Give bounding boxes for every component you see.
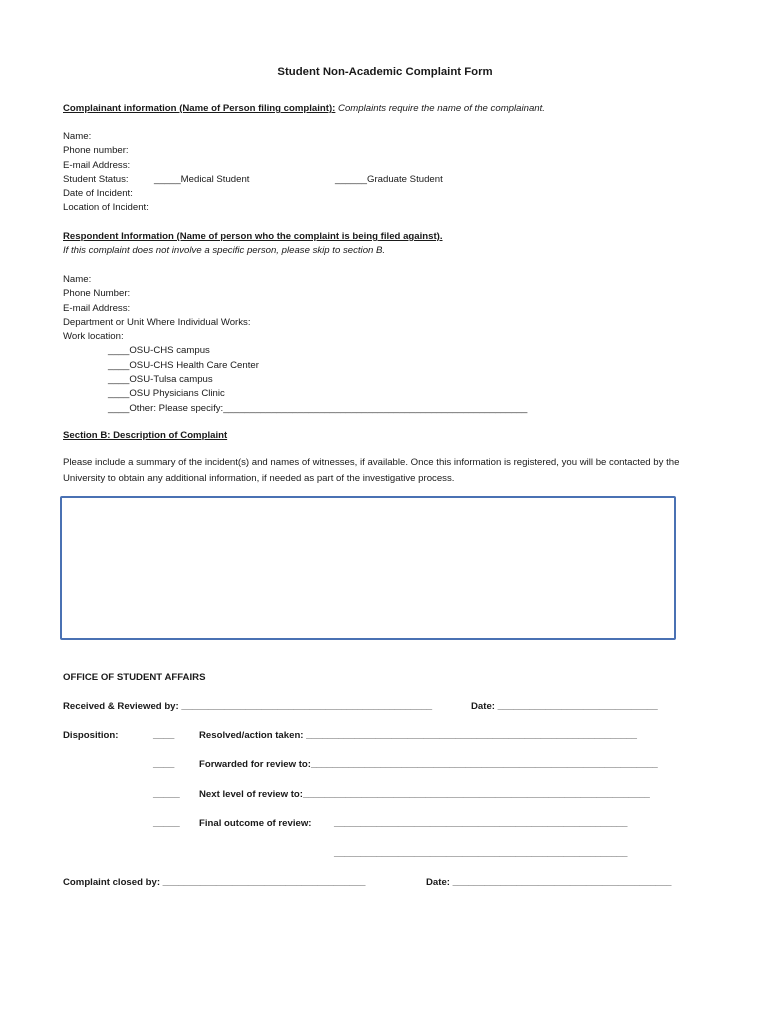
disposition-label: Disposition: <box>63 730 119 741</box>
resolved-action-line[interactable]: Resolved/action taken: ______________________________________________________________ <box>199 730 637 741</box>
location-osu-chs-campus[interactable]: ____OSU-CHS campus <box>108 345 210 357</box>
respondent-department-label: Department or Unit Where Individual Works: <box>63 316 251 328</box>
complainant-email-label: E-mail Address: <box>63 159 131 171</box>
next-level-checkbox-blank[interactable]: _____ <box>153 789 180 800</box>
complainant-heading: Complainant information (Name of Person filing complaint): <box>63 103 336 114</box>
complainant-name-label: Name: <box>63 131 92 142</box>
complainant-heading-line <box>63 102 545 116</box>
forwarded-review-line[interactable]: Forwarded for review to:_________________________________________________________________ <box>199 759 658 770</box>
final-outcome-extra-line[interactable]: _______________________________________________________ <box>334 848 628 859</box>
section-b-heading: Section B: Description of Complaint <box>63 430 228 441</box>
student-status-label: Student Status: <box>63 173 129 185</box>
form-title: Student Non-Academic Complaint Form <box>277 66 493 78</box>
complaint-closed-line[interactable]: Complaint closed by: ______________________________________ <box>63 877 366 888</box>
office-heading: OFFICE OF STUDENT AFFAIRS <box>63 672 206 683</box>
incident-date-label: Date of Incident: <box>63 188 133 200</box>
respondent-email-label: E-mail Address: <box>63 302 131 314</box>
location-osu-tulsa[interactable]: ____OSU-Tulsa campus <box>108 374 213 386</box>
final-outcome-line[interactable]: _______________________________________________________ <box>334 818 628 829</box>
respondent-heading: Respondent Information (Name of person who the complaint is being filed against). <box>63 231 443 242</box>
received-reviewed-line[interactable]: Received & Reviewed by: _______________________________________________ <box>63 701 433 712</box>
final-outcome-checkbox-blank[interactable]: _____ <box>153 818 180 829</box>
location-osu-physicians[interactable]: ____OSU Physicians Clinic <box>108 388 225 400</box>
location-osu-chs-health-care[interactable]: ____OSU-CHS Health Care Center <box>108 359 259 371</box>
forwarded-checkbox-blank[interactable]: ____ <box>153 759 175 770</box>
complainant-fields <box>63 130 443 216</box>
respondent-name-label: Name: <box>63 274 92 285</box>
incident-location-label: Location of Incident: <box>63 202 149 214</box>
respondent-fields <box>63 273 527 416</box>
section-b-instructions: Please include a summary of the incident(s) and names of witnesses, if available. Once this information is registered, you will be contacted by the University to obtain any additional information, if needed as part of the investigative process. <box>63 457 680 484</box>
location-other[interactable]: ____Other: Please specify:_________________________________________________________ <box>108 402 528 414</box>
work-location-label: Work location: <box>63 331 124 343</box>
final-outcome-label: Final outcome of review: <box>199 818 312 829</box>
respondent-phone-label: Phone Number: <box>63 288 131 300</box>
next-level-review-line[interactable]: Next level of review to:_________________________________________________________________ <box>199 789 650 800</box>
complaint-description-box[interactable] <box>60 496 676 640</box>
resolved-checkbox-blank[interactable]: ____ <box>153 730 175 741</box>
status-graduate-option[interactable]: ______Graduate Student <box>335 173 443 185</box>
complainant-note: Complaints require the name of the complainant. <box>335 103 545 114</box>
complainant-phone-label: Phone number: <box>63 145 129 157</box>
student-status-row <box>63 173 443 187</box>
date-line-1[interactable]: Date: ______________________________ <box>471 701 658 712</box>
status-medical-option[interactable]: _____Medical Student <box>154 173 250 185</box>
respondent-note: If this complaint does not involve a specific person, please skip to section B. <box>63 245 386 257</box>
date-line-2[interactable]: Date: _________________________________________ <box>426 877 672 888</box>
respondent-heading-block <box>63 230 443 259</box>
